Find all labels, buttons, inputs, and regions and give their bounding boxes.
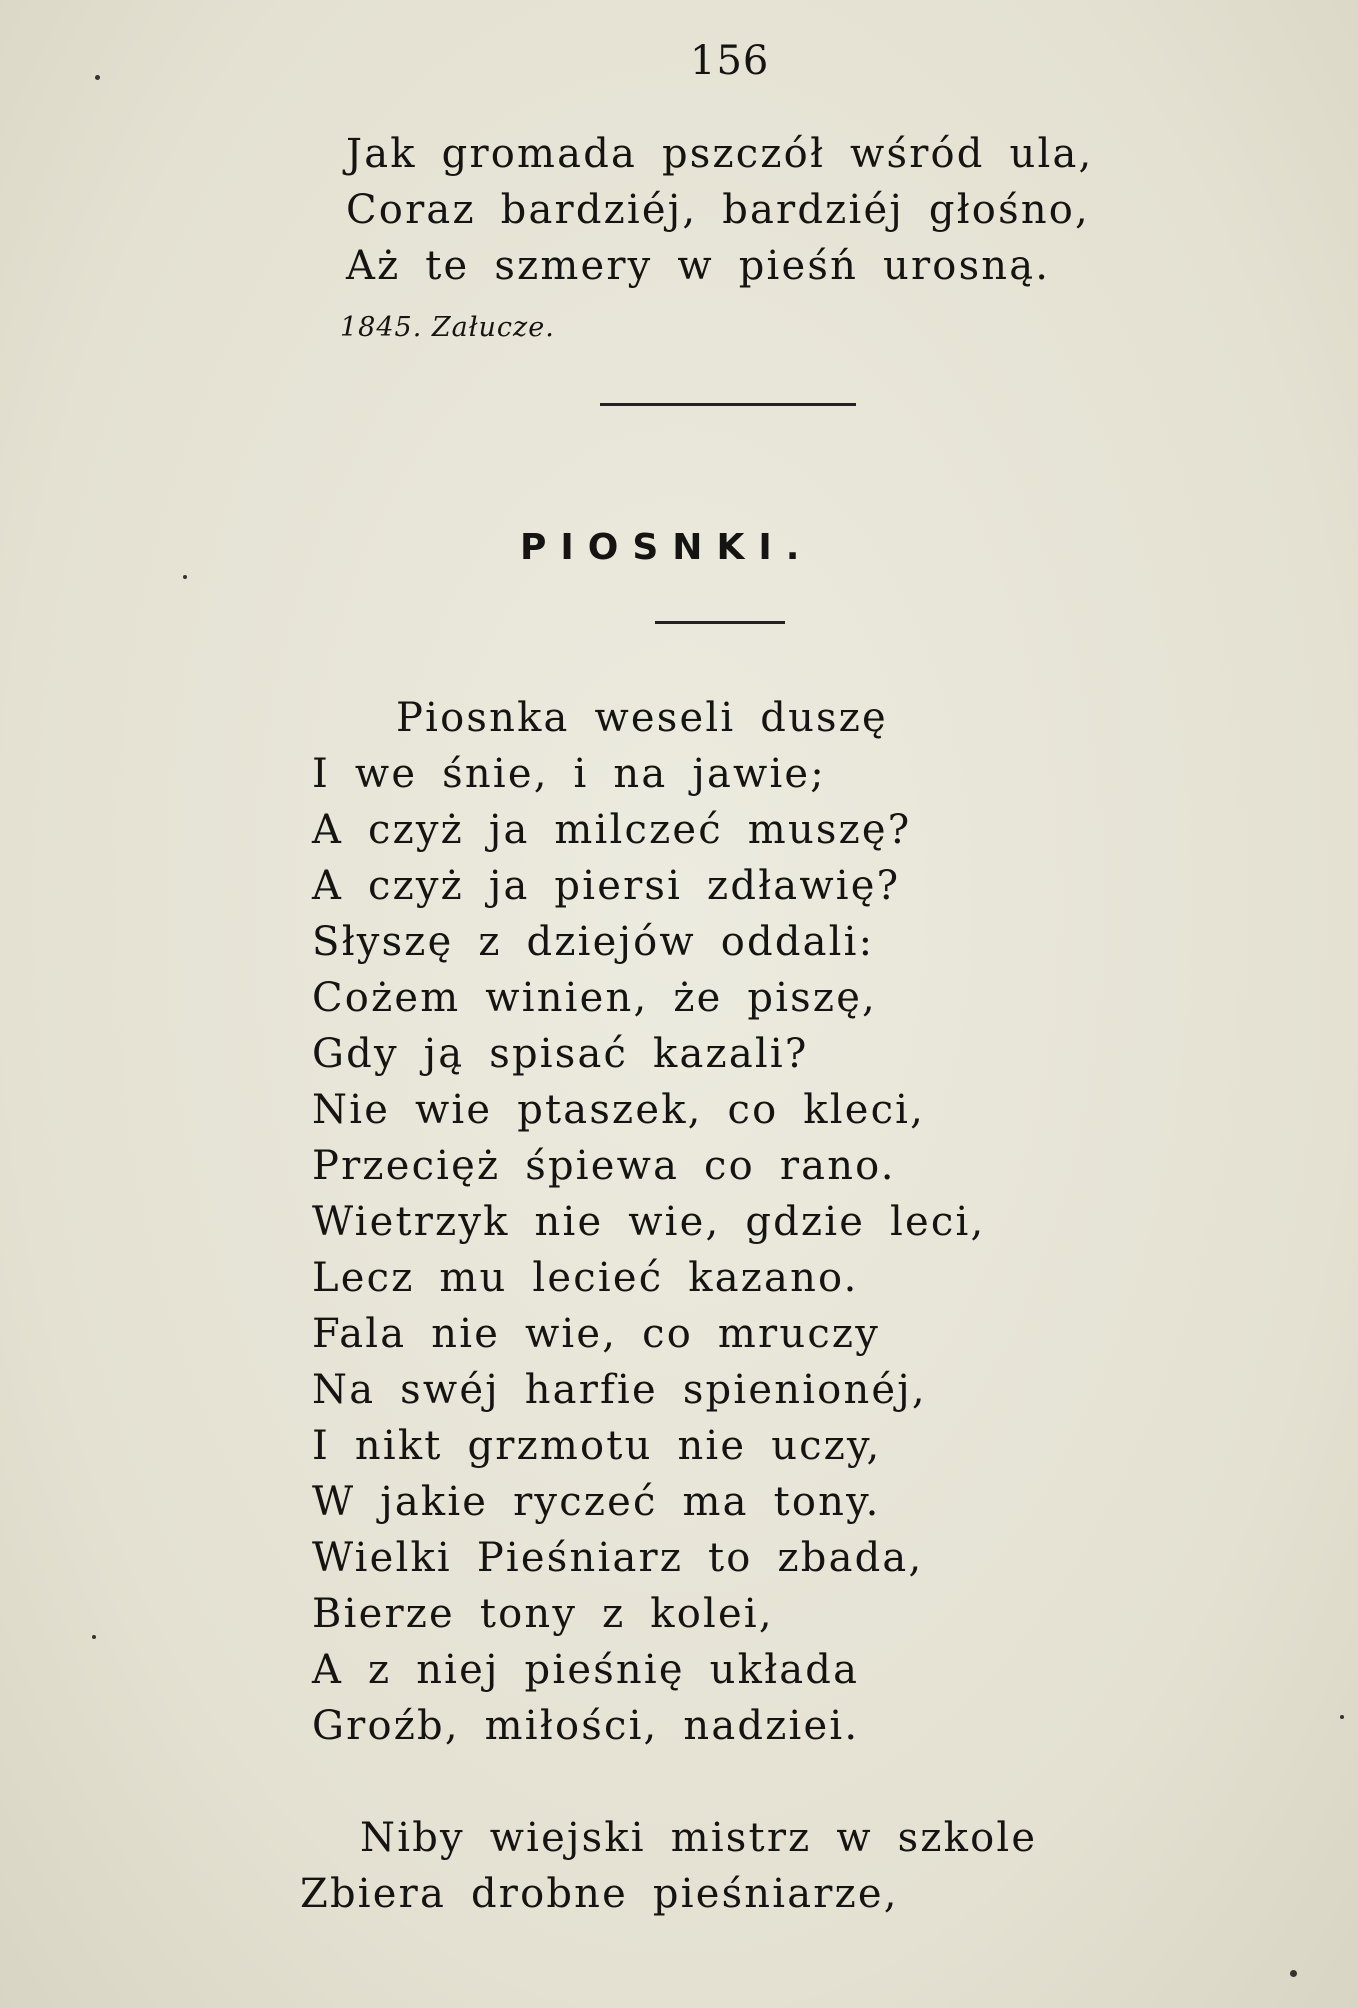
verse-line: W jakie ryczeć ma tony.	[312, 1479, 881, 1525]
verse-line: Wietrzyk nie wie, gdzie leci,	[312, 1199, 986, 1245]
verse-line: A czyż ja milczeć muszę?	[312, 807, 912, 853]
verse-line: A czyż ja piersi zdławię?	[312, 863, 901, 909]
paper-speck	[95, 75, 100, 80]
verse-line: Bierze tony z kolei,	[312, 1591, 774, 1637]
verse-line: Piosnka weseli duszę	[396, 695, 888, 741]
paper-speck	[92, 1635, 96, 1639]
verse-line: Zbiera drobne pieśniarze,	[300, 1871, 899, 1917]
verse-line: Na swéj harfie spienionéj,	[312, 1367, 927, 1413]
paper-speck	[183, 575, 187, 579]
verse-line: Przecięż śpiewa co rano.	[312, 1143, 896, 1189]
verse-line: Niby wiejski mistrz w szkole	[360, 1815, 1038, 1861]
top-stanza	[346, 126, 1093, 294]
page-number: 156	[690, 38, 770, 84]
verse-line: A z niej pieśnię układa	[312, 1647, 860, 1693]
verse-line: I nikt grzmotu nie uczy,	[312, 1423, 882, 1469]
verse-line: Groźb, miłości, nadziei.	[312, 1703, 860, 1749]
verse-line: Słyszę z dziejów oddali:	[312, 919, 875, 965]
verse-line: Nie wie ptaszek, co kleci,	[312, 1087, 926, 1133]
verse-line: I we śnie, i na jawie;	[312, 751, 826, 797]
paper-speck	[1290, 1970, 1297, 1977]
verse-line: Jak gromada pszczół wśród ula,	[346, 131, 1094, 177]
poem-stanza-2	[300, 1810, 1037, 1922]
poem-stanza-1	[312, 690, 985, 1754]
verse-line: Gdy ją spisać kazali?	[312, 1031, 809, 1077]
verse-line: Aż te szmery w pieśń urosną.	[346, 243, 1051, 289]
verse-line: Fala nie wie, co mruczy	[312, 1311, 881, 1357]
verse-line: Lecz mu lecieć kazano.	[312, 1255, 859, 1301]
verse-line: Wielki Pieśniarz to zbada,	[312, 1535, 924, 1581]
section-divider-top	[600, 403, 856, 406]
verse-line: Coraz bardziéj, bardziéj głośno,	[346, 187, 1090, 233]
verse-line: Cożem winien, że piszę,	[312, 975, 877, 1021]
date-place: 1845. Załucze.	[340, 312, 555, 343]
section-title: PIOSNKI.	[520, 527, 814, 568]
title-underline	[655, 621, 785, 624]
paper-speck	[1340, 1715, 1344, 1719]
